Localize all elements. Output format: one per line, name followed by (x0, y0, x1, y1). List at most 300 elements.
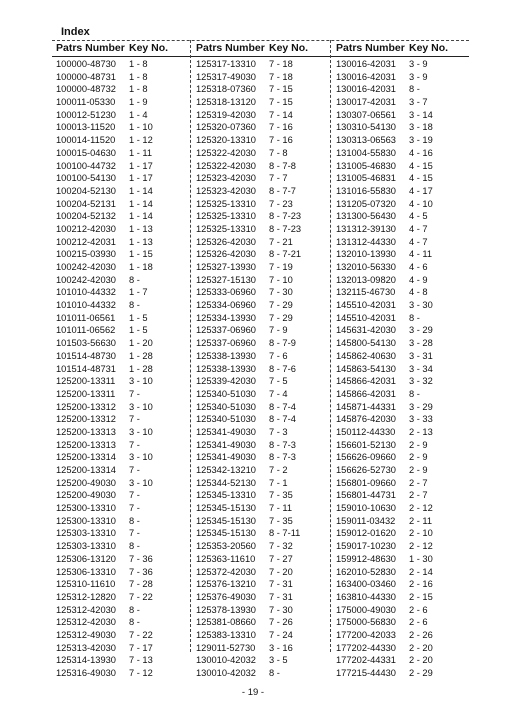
key-number: 8 - (129, 541, 140, 552)
key-number: 8 - 7-3 (269, 439, 296, 450)
index-row (56, 185, 192, 198)
key-number: 7 - 15 (269, 97, 293, 108)
key-number: 3 - 28 (409, 338, 433, 349)
index-row (56, 312, 192, 325)
key-number: 7 - 17 (129, 642, 153, 653)
index-row (336, 71, 472, 84)
part-number: 145866-42031 (336, 388, 396, 399)
key-number: 1 - 15 (129, 249, 153, 260)
index-row (196, 286, 332, 299)
part-number: 101010-44332 (56, 287, 116, 298)
part-number: 125345-13310 (196, 490, 256, 501)
index-row (56, 388, 192, 401)
index-row (56, 375, 192, 388)
part-number: 125327-15130 (196, 274, 256, 285)
part-number: 125334-06960 (196, 300, 256, 311)
key-number: 1 - 11 (129, 147, 153, 158)
index-row (336, 134, 472, 147)
key-number: 3 - 10 (129, 376, 153, 387)
index-row (56, 248, 192, 261)
index-row (336, 375, 472, 388)
part-number-header: Patrs Number (56, 42, 125, 54)
part-number: 125306-13120 (56, 553, 116, 564)
part-number: 156801-44731 (336, 490, 396, 501)
index-row (196, 540, 332, 553)
key-number: 3 - 7 (409, 97, 428, 108)
page-title: Index (61, 26, 90, 38)
index-row (336, 540, 472, 553)
index-row (336, 489, 472, 502)
part-number: 125325-13310 (196, 223, 256, 234)
index-row (56, 83, 192, 96)
part-number: 125200-13314 (56, 452, 116, 463)
key-number: 3 - 30 (409, 300, 433, 311)
index-row (336, 439, 472, 452)
part-number: 132010-13930 (336, 249, 396, 260)
part-number: 177215-44430 (336, 668, 396, 678)
part-number: 125318-07360 (196, 84, 256, 95)
key-number: 8 - 7-7 (269, 185, 296, 196)
index-row (336, 477, 472, 490)
index-row (56, 324, 192, 337)
part-number: 131205-07320 (336, 198, 396, 209)
part-number: 125325-13310 (196, 211, 256, 222)
part-number: 125317-49030 (196, 71, 256, 82)
part-number: 100204-52130 (56, 185, 116, 196)
key-number: 7 - 4 (269, 388, 288, 399)
index-row (196, 312, 332, 325)
index-row (196, 198, 332, 211)
part-number: 145876-42030 (336, 414, 396, 425)
index-row (336, 401, 472, 414)
index-row (336, 147, 472, 160)
index-row (196, 477, 332, 490)
index-row (336, 236, 472, 249)
key-number: 7 - 12 (129, 668, 153, 678)
key-number: 1 - 7 (129, 287, 148, 298)
index-row (56, 337, 192, 350)
part-number: 125345-15130 (196, 503, 256, 514)
part-number: 125383-13310 (196, 629, 256, 640)
part-number: 125345-15130 (196, 515, 256, 526)
key-number: 3 - 9 (409, 59, 428, 69)
part-number: 125319-42030 (196, 109, 256, 120)
part-number: 156801-09660 (336, 477, 396, 488)
key-number: 8 - (409, 312, 420, 323)
part-number: 125316-49030 (56, 668, 116, 678)
key-number: 7 - 16 (269, 135, 293, 146)
part-number: 132010-56330 (336, 262, 396, 272)
key-number: 7 - 29 (269, 312, 293, 323)
part-number: 125200-13314 (56, 465, 116, 475)
part-number: 100242-42030 (56, 262, 116, 272)
key-number: 8 - (409, 84, 420, 95)
key-number: 1 - 14 (129, 185, 153, 196)
key-number: 7 - 19 (269, 262, 293, 272)
part-number: 125325-13310 (196, 198, 256, 209)
key-number: 2 - 6 (409, 604, 428, 615)
index-row (336, 527, 472, 540)
part-number: 131312-39130 (336, 223, 396, 234)
key-number: 4 - 8 (409, 287, 428, 298)
key-number: 1 - 8 (129, 71, 148, 82)
part-number: 125312-42030 (56, 604, 116, 615)
part-number: 130313-06563 (336, 135, 396, 146)
key-number: 8 - 7-9 (269, 338, 296, 349)
key-number: 2 - 9 (409, 439, 428, 450)
part-number: 177200-42033 (336, 629, 396, 640)
key-number: 8 - 7-21 (269, 249, 302, 260)
key-number-header: Key No. (409, 42, 449, 54)
index-row (56, 223, 192, 236)
index-row (336, 198, 472, 211)
part-number: 131312-44330 (336, 236, 396, 247)
key-number: 3 - 14 (409, 109, 433, 120)
index-row (56, 553, 192, 566)
index-row (56, 439, 192, 452)
index-row (196, 134, 332, 147)
index-row (56, 134, 192, 147)
part-number-header: Patrs Number (196, 42, 265, 54)
index-row (336, 654, 472, 667)
key-number: 7 - 30 (269, 287, 293, 298)
index-row (336, 274, 472, 287)
index-column-3 (336, 42, 472, 680)
part-number: 125200-13313 (56, 439, 116, 450)
index-row (196, 553, 332, 566)
index-row (196, 401, 332, 414)
key-number: 4 - 9 (409, 274, 428, 285)
index-row (56, 121, 192, 134)
key-number: 3 - 32 (409, 376, 433, 387)
part-number: 100204-52131 (56, 198, 116, 209)
index-row (56, 616, 192, 629)
index-row (196, 109, 332, 122)
key-number: 7 - 16 (269, 122, 293, 133)
index-row (56, 642, 192, 655)
index-row (336, 388, 472, 401)
index-row (196, 210, 332, 223)
index-row (336, 591, 472, 604)
key-number: 8 - (129, 300, 140, 311)
index-row (336, 223, 472, 236)
key-number: 2 - 29 (409, 668, 433, 678)
part-number: 145871-44331 (336, 401, 396, 412)
index-row (56, 71, 192, 84)
key-number: 3 - 29 (409, 401, 433, 412)
part-number: 131016-55830 (336, 185, 396, 196)
key-number: 8 - 7-4 (269, 414, 296, 425)
key-number: 3 - 31 (409, 350, 433, 361)
key-number: 7 - 24 (269, 629, 293, 640)
part-number: 125313-42030 (56, 642, 116, 653)
index-row (56, 578, 192, 591)
index-row (56, 350, 192, 363)
index-row (336, 337, 472, 350)
key-number: 1 - 20 (129, 338, 153, 349)
key-number: 2 - 12 (409, 541, 433, 552)
index-row (336, 426, 472, 439)
part-number: 100012-51230 (56, 109, 116, 120)
part-number: 156601-52130 (336, 439, 396, 450)
key-number: 7 - (129, 388, 140, 399)
key-number: 7 - 36 (129, 566, 153, 577)
key-number: 8 - (129, 515, 140, 526)
index-row (56, 502, 192, 515)
index-row (56, 591, 192, 604)
key-number: 7 - 1 (269, 477, 288, 488)
index-row (336, 109, 472, 122)
index-row (56, 172, 192, 185)
key-number: 1 - 8 (129, 59, 148, 69)
key-number: 2 - 11 (409, 515, 433, 526)
index-row (336, 172, 472, 185)
part-number: 132013-09820 (336, 274, 396, 285)
key-number: 4 - 11 (409, 249, 433, 260)
index-row (196, 350, 332, 363)
index-row (336, 413, 472, 426)
part-number: 131005-46831 (336, 173, 396, 184)
key-number: 8 - 7-8 (269, 160, 296, 171)
part-number: 145862-40630 (336, 350, 396, 361)
part-number: 125376-13210 (196, 579, 256, 590)
part-number: 125200-13311 (56, 388, 116, 399)
index-row (336, 324, 472, 337)
key-number: 1 - 14 (129, 198, 153, 209)
index-row (196, 413, 332, 426)
index-row (196, 426, 332, 439)
index-row (336, 83, 472, 96)
key-number: 1 - 30 (409, 553, 433, 564)
part-number: 130307-06561 (336, 109, 396, 120)
key-number: 7 - 31 (269, 591, 293, 602)
index-row (196, 58, 332, 71)
index-row (196, 451, 332, 464)
part-number: 145510-42031 (336, 300, 396, 311)
part-number: 125381-08660 (196, 617, 256, 628)
key-number: 1 - 17 (129, 173, 153, 184)
index-row (336, 248, 472, 261)
key-number: 7 - 29 (269, 300, 293, 311)
index-row (196, 439, 332, 452)
part-number: 125327-13930 (196, 262, 256, 272)
index-row (336, 58, 472, 71)
key-number: 8 - 7-11 (269, 528, 301, 539)
part-number: 125320-07360 (196, 122, 256, 133)
index-row (56, 426, 192, 439)
part-number: 125372-42030 (196, 566, 256, 577)
key-number: 7 - 20 (269, 566, 293, 577)
part-number: 125323-42030 (196, 185, 256, 196)
part-number: 162010-52830 (336, 566, 396, 577)
index-row (56, 286, 192, 299)
part-number: 125339-42030 (196, 376, 256, 387)
index-row (196, 96, 332, 109)
key-number: 8 - 7-6 (269, 363, 296, 374)
index-row (196, 121, 332, 134)
part-number: 177202-44330 (336, 642, 396, 653)
index-row (56, 210, 192, 223)
index-row (56, 236, 192, 249)
column-header (196, 42, 332, 56)
key-number: 7 - 9 (269, 325, 288, 336)
index-row (56, 477, 192, 490)
part-number: 125200-13313 (56, 426, 116, 437)
key-number: 1 - 13 (129, 223, 153, 234)
part-number: 125323-42030 (196, 173, 256, 184)
index-row (56, 160, 192, 173)
part-number: 100013-11520 (56, 122, 116, 133)
index-row (196, 337, 332, 350)
part-number: 125200-49030 (56, 490, 116, 501)
part-number: 159912-48630 (336, 553, 396, 564)
part-number: 156626-09660 (336, 452, 396, 463)
part-number: 100100-44732 (56, 160, 116, 171)
index-row (56, 299, 192, 312)
index-row (336, 350, 472, 363)
index-row (196, 274, 332, 287)
part-number: 100242-42030 (56, 274, 116, 285)
index-row (336, 312, 472, 325)
index-row (56, 489, 192, 502)
key-number: 7 - 30 (269, 604, 293, 615)
index-column-1 (56, 42, 192, 680)
key-number: 7 - 18 (269, 59, 293, 69)
index-row (196, 616, 332, 629)
part-number: 159011-03432 (336, 515, 396, 526)
key-number: 2 - 16 (409, 579, 433, 590)
key-number: 7 - 35 (269, 490, 293, 501)
part-number: 125341-49030 (196, 452, 256, 463)
key-number: 7 - 23 (269, 198, 293, 209)
index-row (56, 515, 192, 528)
key-number: 7 - (129, 490, 140, 501)
key-number: 7 - 28 (129, 579, 153, 590)
index-row (56, 109, 192, 122)
index-row (336, 363, 472, 376)
part-number: 125353-20560 (196, 541, 256, 552)
index-row (196, 363, 332, 376)
part-number: 131300-56430 (336, 211, 396, 222)
index-row (336, 629, 472, 642)
part-number: 125338-13930 (196, 363, 256, 374)
part-number: 100212-42031 (56, 236, 116, 247)
key-number: 4 - 16 (409, 147, 433, 158)
part-number: 125363-11610 (196, 553, 256, 564)
part-number: 125322-42030 (196, 160, 256, 171)
part-number: 177202-44331 (336, 655, 396, 666)
part-number: 125340-51030 (196, 388, 256, 399)
part-number: 125300-13310 (56, 515, 116, 526)
index-row (196, 578, 332, 591)
part-number: 125312-49030 (56, 629, 116, 640)
index-row (336, 451, 472, 464)
key-number: 7 - 35 (269, 515, 293, 526)
index-row (336, 464, 472, 477)
key-number: 1 - 13 (129, 236, 153, 247)
part-number: 145863-54130 (336, 363, 396, 374)
part-number: 150112-44330 (336, 426, 396, 437)
key-number: 7 - 6 (269, 350, 288, 361)
part-number: 125334-13930 (196, 312, 256, 323)
index-row (196, 591, 332, 604)
index-row (56, 540, 192, 553)
key-number: 1 - 12 (129, 135, 153, 146)
key-number: 7 - 22 (129, 591, 153, 602)
key-number: 1 - 28 (129, 363, 153, 374)
key-number: 8 - (129, 604, 140, 615)
index-row (196, 515, 332, 528)
key-number: 7 - 2 (269, 465, 288, 475)
key-number: 2 - 20 (409, 642, 433, 653)
part-number: 159010-10630 (336, 503, 396, 514)
index-row (56, 464, 192, 477)
part-number: 163400-03460 (336, 579, 396, 590)
index-row (56, 363, 192, 376)
part-number: 125312-42030 (56, 617, 116, 628)
part-number: 125300-13310 (56, 503, 116, 514)
key-number: 7 - 32 (269, 541, 293, 552)
index-row (196, 147, 332, 160)
index-row (56, 261, 192, 274)
index-row (56, 667, 192, 680)
index-row (196, 299, 332, 312)
index-row (56, 629, 192, 642)
index-row (336, 616, 472, 629)
key-number: 1 - 5 (129, 325, 148, 336)
key-number: 4 - 17 (409, 185, 433, 196)
part-number: 125326-42030 (196, 249, 256, 260)
key-number: 7 - 21 (269, 236, 293, 247)
key-number: 1 - 9 (129, 97, 148, 108)
key-number: 3 - 19 (409, 135, 433, 146)
part-number: 130016-42031 (336, 59, 396, 69)
key-number: 3 - 33 (409, 414, 433, 425)
key-number: 7 - 3 (269, 426, 288, 437)
index-row (56, 198, 192, 211)
key-number: 3 - 18 (409, 122, 433, 133)
index-row (336, 261, 472, 274)
key-number: 2 - 9 (409, 452, 428, 463)
part-number: 130016-42031 (336, 71, 396, 82)
index-row (196, 527, 332, 540)
key-number: 2 - 7 (409, 477, 428, 488)
key-number: 2 - 15 (409, 591, 433, 602)
index-row (336, 578, 472, 591)
part-number: 145510-42031 (336, 312, 396, 323)
key-number: 1 - 4 (129, 109, 148, 120)
index-row (56, 654, 192, 667)
key-number: 7 - (129, 465, 140, 475)
index-row (196, 489, 332, 502)
key-number: 4 - 15 (409, 160, 433, 171)
part-number: 125317-13310 (196, 59, 256, 69)
key-number: 8 - (409, 388, 420, 399)
part-number: 100014-11520 (56, 135, 116, 146)
index-row (196, 223, 332, 236)
part-number: 125340-51030 (196, 414, 256, 425)
key-number: 7 - 22 (129, 629, 153, 640)
index-row (196, 324, 332, 337)
key-number: 1 - 28 (129, 350, 153, 361)
key-number: 3 - 16 (269, 642, 293, 653)
key-number: 2 - 13 (409, 426, 433, 437)
part-number: 100000-48731 (56, 71, 116, 82)
index-row (56, 413, 192, 426)
index-row (196, 502, 332, 515)
part-number: 125341-49030 (196, 426, 256, 437)
key-number: 7 - 18 (269, 71, 293, 82)
